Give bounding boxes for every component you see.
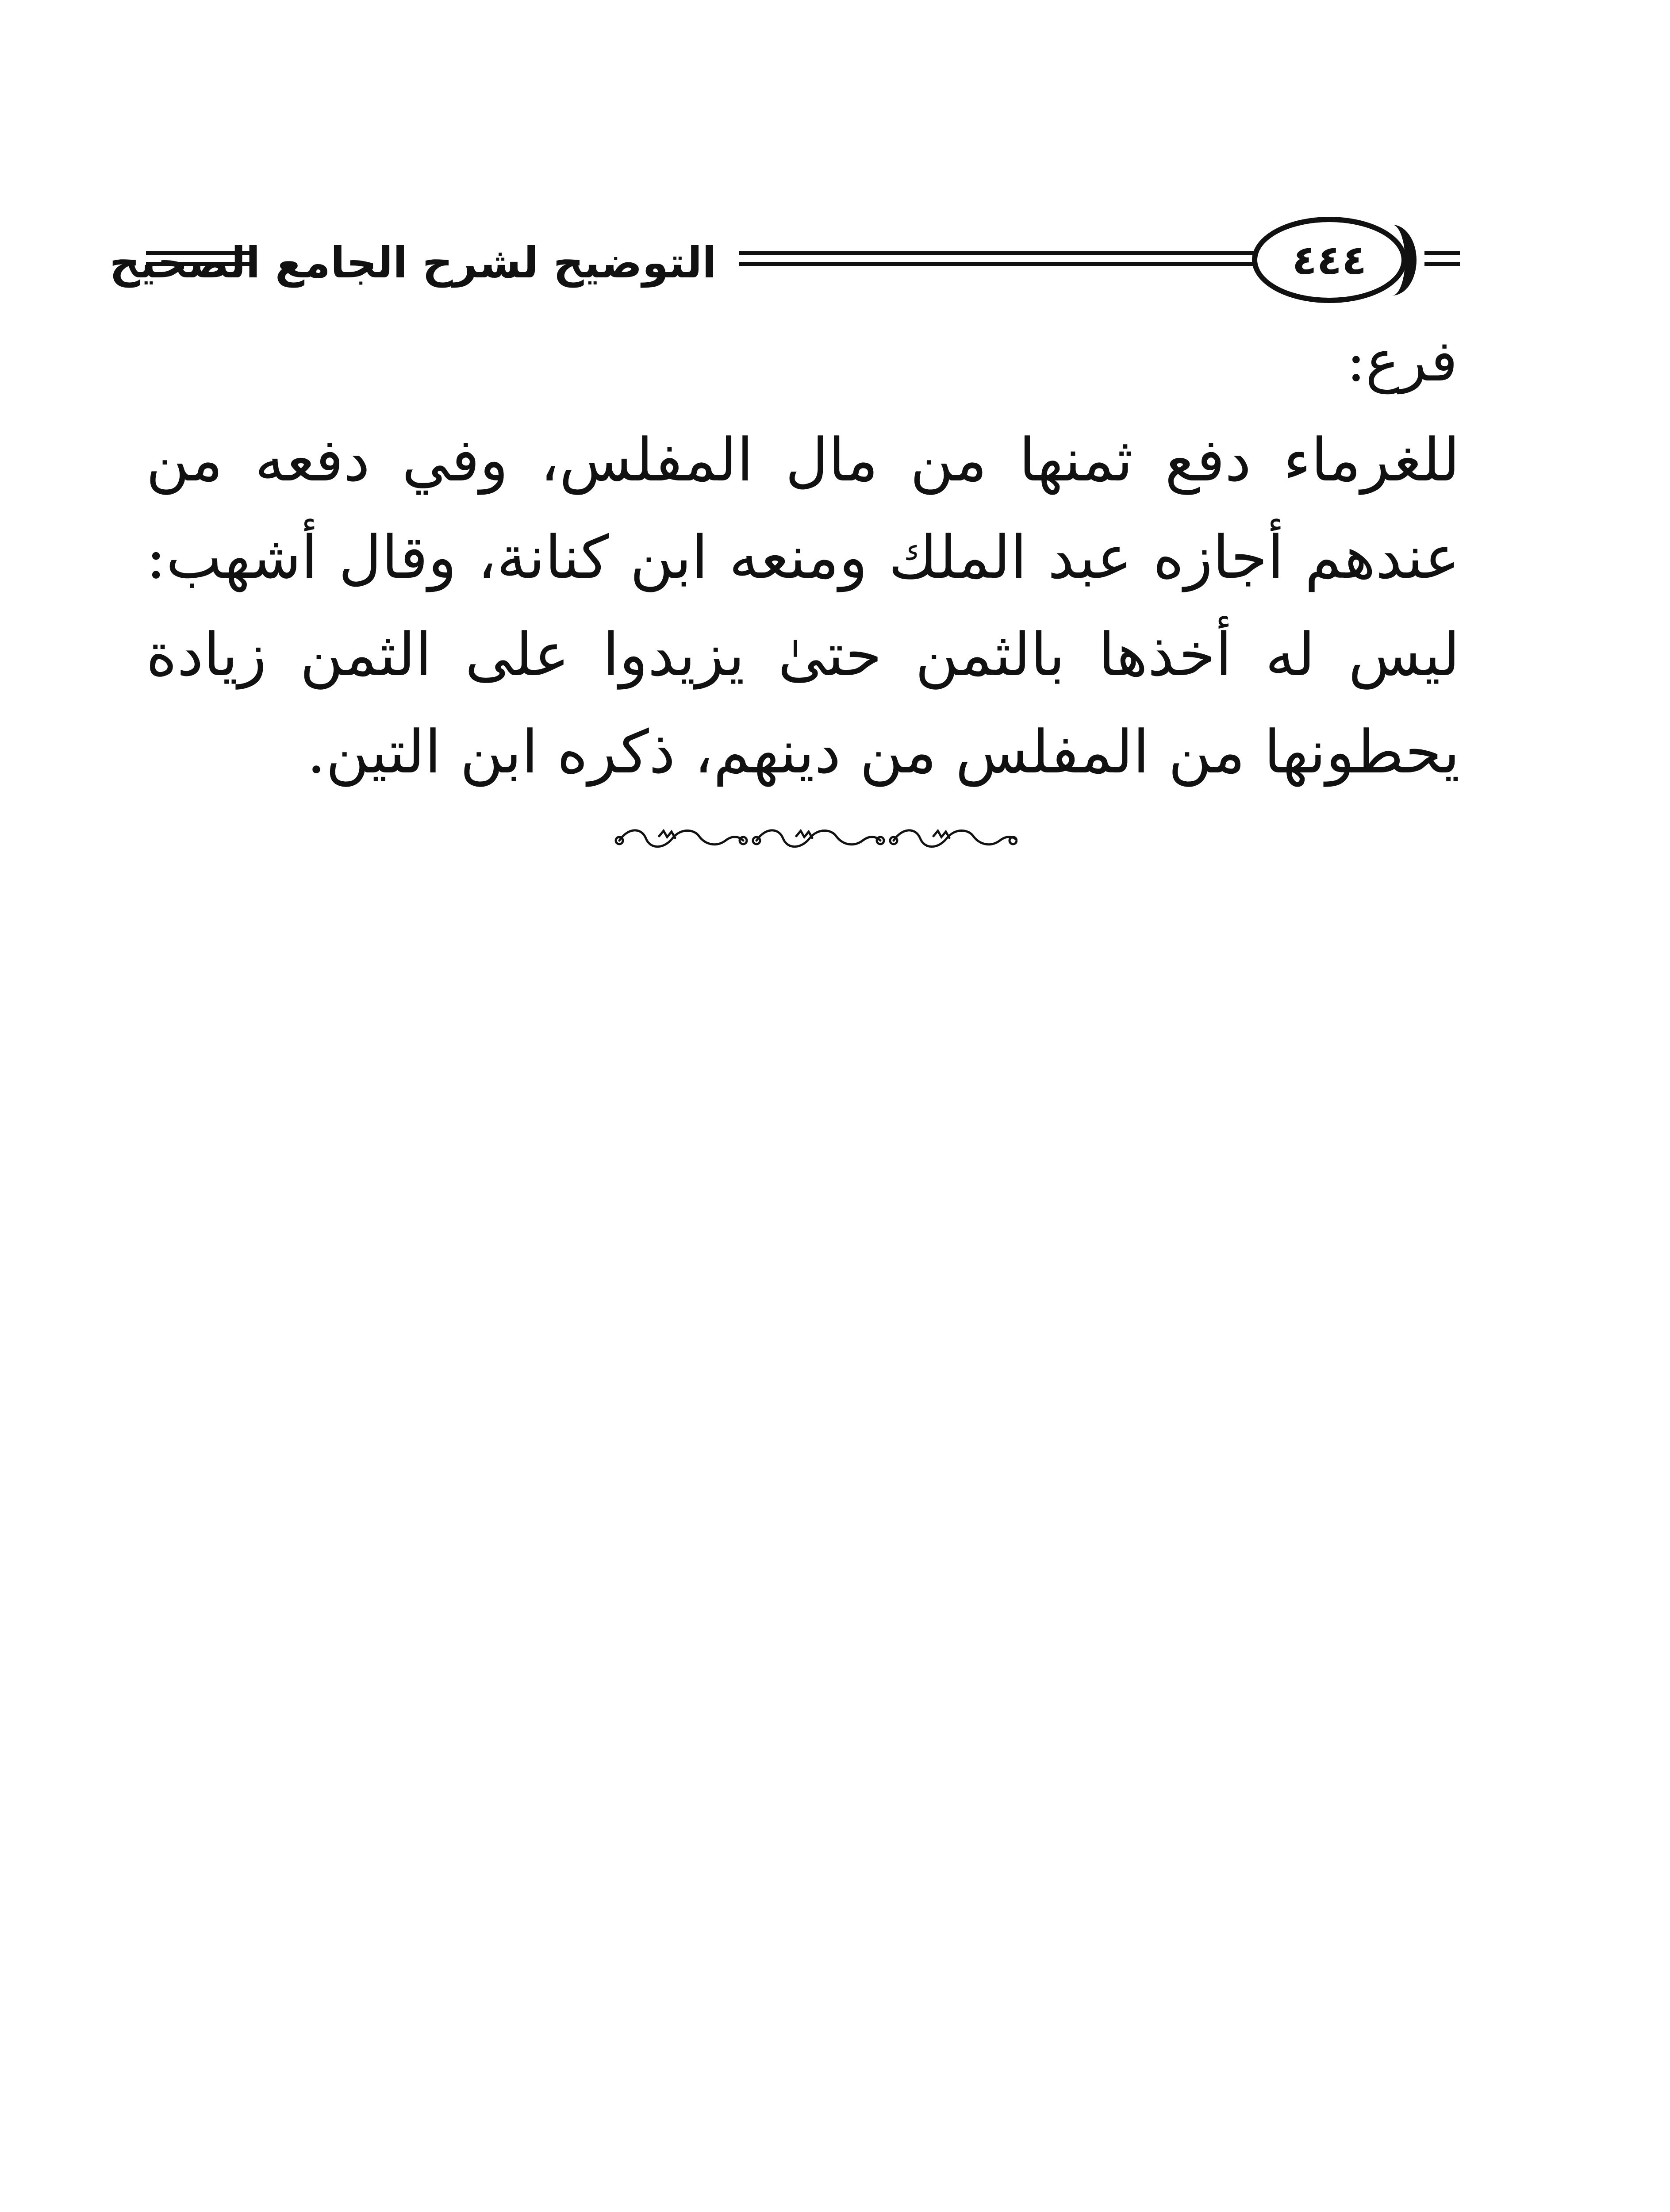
floral-divider-unit-2 <box>753 830 884 847</box>
header-rule-right-bottom <box>1424 262 1460 266</box>
floral-divider-unit-1 <box>616 830 747 847</box>
page-number: ٤٤٤ <box>1292 236 1367 284</box>
book-title: التوضيح لشرح الجامع الصحيح <box>109 238 717 288</box>
floral-divider-unit-3 <box>890 830 1017 847</box>
header-rule-middle-bottom <box>739 262 1261 266</box>
body-paragraph: للغرماء دفع ثمنها من مال المفلس، وفي دفعه من عندهم أجازه عبد الملك ومنعه ابن كنانة، وقال أشهب: ليس له أخذها بالثمن حتىٰ يزيدوا على الثمن زيادة يحطونها من المفلس من دينهم، ذكره ابن التين. <box>146 426 1460 787</box>
header-rule-right-top <box>1424 251 1460 255</box>
section-heading: فرع: <box>1346 328 1458 394</box>
header-rule-middle-top <box>739 251 1261 255</box>
page-number-cartouche <box>1252 217 1407 303</box>
floral-divider-icon <box>610 823 1017 854</box>
running-header <box>109 212 1460 323</box>
